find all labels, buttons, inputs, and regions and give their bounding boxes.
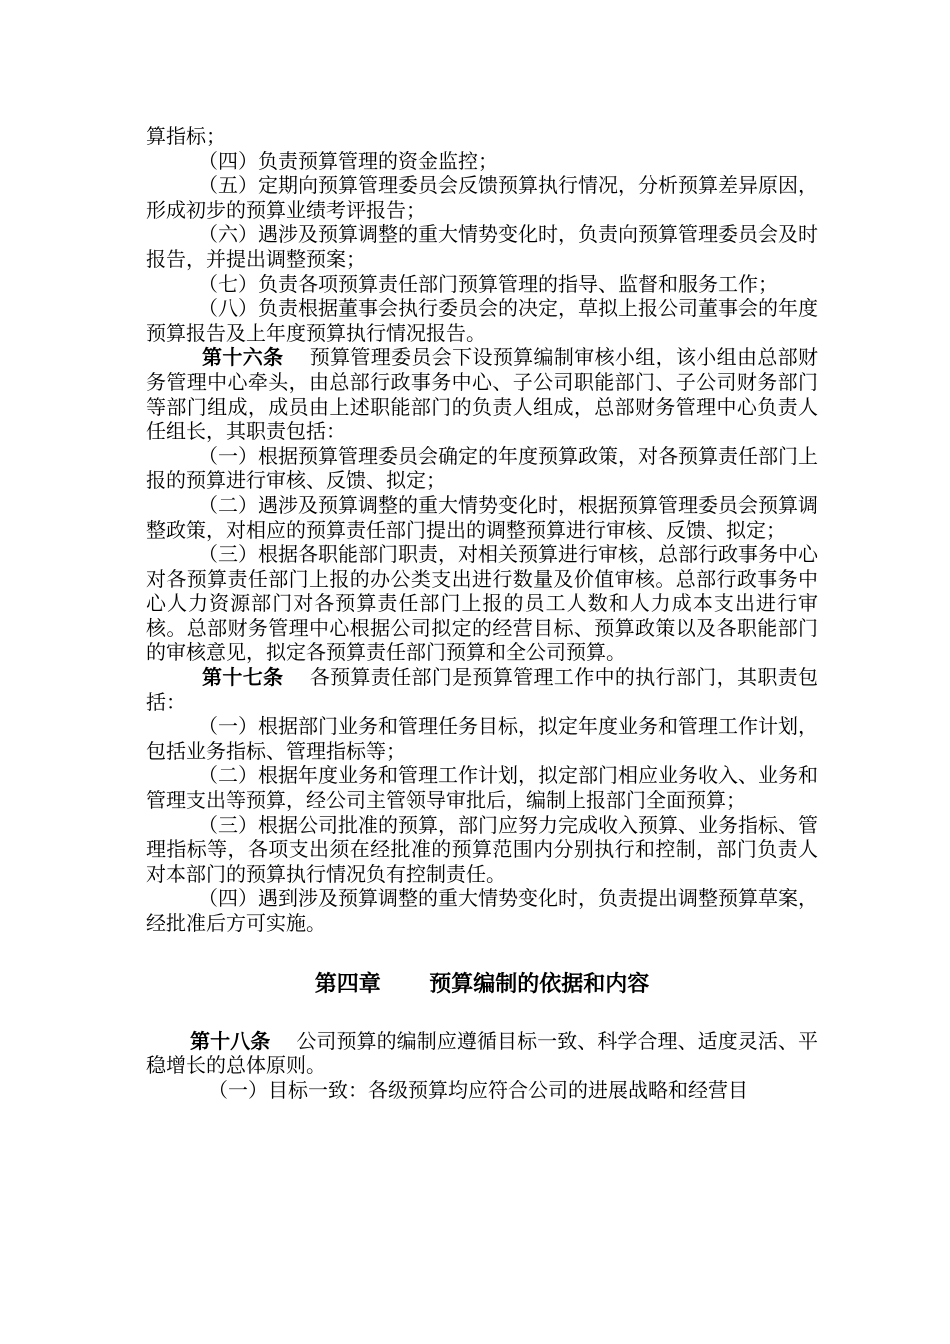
list-item: （四）负责预算管理的资金监控； [198, 148, 498, 173]
list-item: （一）目标一致：各级预算均应符合公司的进展战略和经营目 [208, 1077, 748, 1102]
article-17-body: 各预算责任部门是预算管理工作中的执行部门，其职责包括： [146, 665, 819, 714]
chapter-title: 预算编制的依据和内容 [429, 970, 650, 997]
article-17 [146, 665, 818, 714]
article-18-title: 第十八条 [190, 1028, 271, 1053]
article-17-title: 第十七条 [202, 665, 284, 690]
article-16-body: 预算管理委员会下设预算编制审核小组，该小组由总部财务管理中心牵头，由总部行政事务中心、子公司职能部门、子公司财务部门等部门组成，成员由上述职能部门的负责人组成，总部财务管理中心负责人任组长，其职责包括： [146, 345, 819, 444]
list-item: （四）遇到涉及预算调整的重大情势变化时，负责提出调整预算草案，经批准后方可实施。 [146, 886, 818, 935]
paragraph-continuation: 算指标； [146, 124, 226, 148]
list-item: （一）根据部门业务和管理任务目标，拟定年度业务和管理工作计划，包括业务指标、管理指标等； [146, 714, 818, 763]
article-16 [146, 345, 818, 443]
list-item: （三）根据公司批准的预算，部门应努力完成收入预算、业务指标、管理指标等，各项支出须在经批准的预算范围内分别执行和控制，部门负责人对本部门的预算执行情况负有控制责任。 [146, 812, 818, 886]
list-item: （八）负责根据董事会执行委员会的决定，草拟上报公司董事会的年度预算报告及上年度预算执行情况报告。 [146, 296, 818, 345]
document-page [146, 124, 818, 1102]
chapter-heading [146, 969, 818, 999]
chapter-number: 第四章 [314, 970, 381, 997]
list-item: （五）定期向预算管理委员会反馈预算执行情况，分析预算差异原因，形成初步的预算业绩考评报告； [146, 173, 818, 222]
article-16-title: 第十六条 [202, 345, 284, 370]
list-item: （七）负责各项预算责任部门预算管理的指导、监督和服务工作； [198, 271, 778, 296]
article-18 [146, 1029, 818, 1078]
list-item: （二）根据年度业务和管理工作计划，拟定部门相应业务收入、业务和管理支出等预算，经公司主管领导审批后，编制上报部门全面预算； [146, 763, 818, 813]
list-item: （一）根据预算管理委员会确定的年度预算政策，对各预算责任部门上报的预算进行审核、反馈、拟定； [146, 443, 818, 493]
list-item: （二）遇涉及预算调整的重大情势变化时，根据预算管理委员会预算调整政策，对相应的预算责任部门提出的调整预算进行审核、反馈、拟定； [146, 492, 818, 542]
article-18-body: 公司预算的编制应遵循目标一致、科学合理、适度灵活、平稳增长的总体原则。 [146, 1028, 819, 1078]
list-item: （六）遇涉及预算调整的重大情势变化时，负责向预算管理委员会及时报告，并提出调整预案； [146, 222, 818, 271]
list-item: （三）根据各职能部门职责，对相关预算进行审核，总部行政事务中心对各预算责任部门上报的办公类支出进行数量及价值审核。总部行政事务中心人力资源部门对各预算责任部门上报的员工人数和人力成本支出进行审核。总部财务管理中心根据公司拟定的经营目标、预算政策以及各职能部门的审核意见，拟定各预算责任部门预算和全公司预算。 [146, 542, 818, 665]
